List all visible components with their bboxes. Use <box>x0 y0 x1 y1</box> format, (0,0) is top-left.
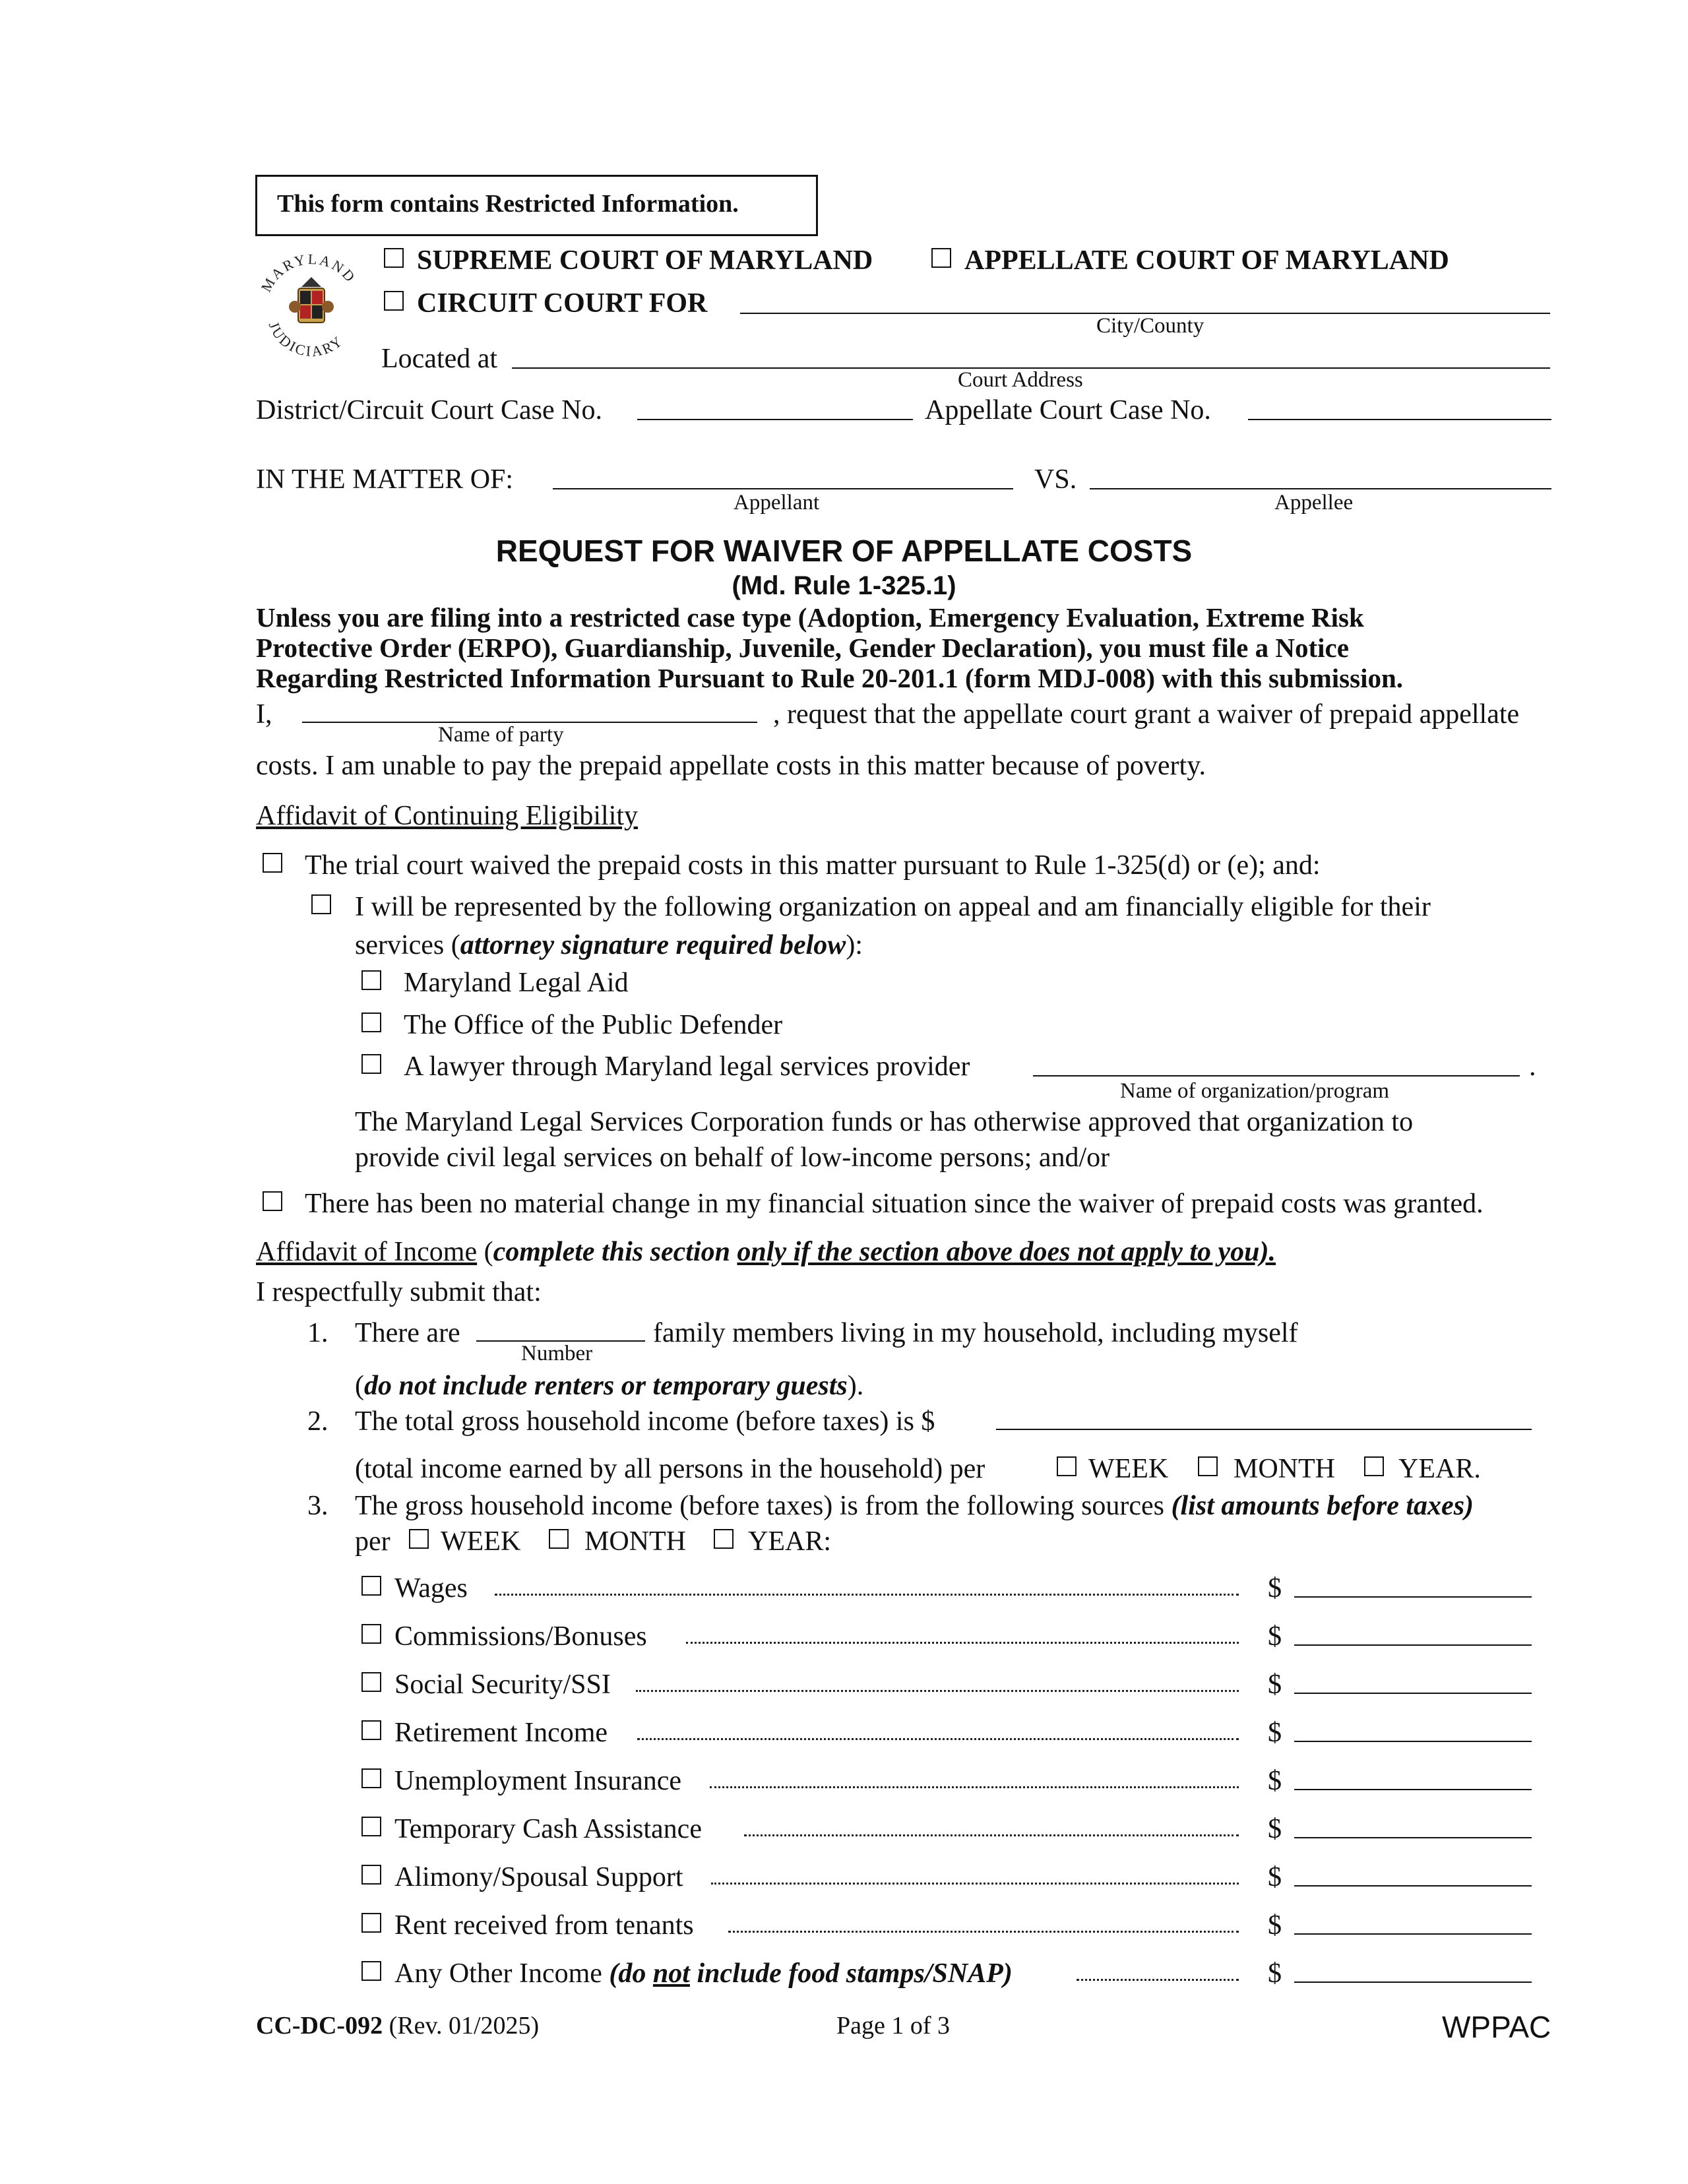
temporary-cash-label: Temporary Cash Assistance <box>394 1814 702 1844</box>
dot-leader <box>637 1738 1239 1740</box>
svg-text:JUDICIARY: JUDICIARY <box>265 319 347 360</box>
court-address-caption: Court Address <box>958 368 1083 392</box>
alimony-label: Alimony/Spousal Support <box>394 1862 683 1892</box>
city-county-caption: City/County <box>1096 314 1204 338</box>
rent-received-label: Rent received from tenants <box>394 1910 694 1941</box>
income-intro: I respectfully submit that: <box>256 1277 542 1307</box>
dot-leader <box>636 1690 1239 1692</box>
appellee-field[interactable] <box>1090 488 1551 489</box>
request-prefix: I, <box>256 699 272 730</box>
item-2-text: The total gross household income (before taxes) is $ <box>355 1406 935 1437</box>
appellate-court-checkbox[interactable] <box>931 248 951 268</box>
appellate-case-field[interactable] <box>1248 419 1551 420</box>
organization-name-field[interactable] <box>1033 1075 1520 1076</box>
item-2-week-checkbox[interactable] <box>1057 1456 1077 1476</box>
supreme-court-checkbox[interactable] <box>384 248 404 268</box>
item-2-year-label: YEAR. <box>1398 1454 1481 1484</box>
no-material-change-label: There has been no material change in my financial situation since the waiver of prepaid costs was granted. <box>305 1189 1484 1219</box>
wages-amount-field[interactable] <box>1294 1596 1532 1598</box>
party-name-caption: Name of party <box>438 723 564 747</box>
social-security-checkbox[interactable] <box>361 1672 381 1692</box>
circuit-court-label: CIRCUIT COURT FOR <box>417 288 708 319</box>
circuit-court-checkbox[interactable] <box>384 291 404 311</box>
household-number-caption: Number <box>521 1342 593 1365</box>
matter-label: IN THE MATTER OF: <box>256 464 514 495</box>
public-defender-checkbox[interactable] <box>361 1013 381 1032</box>
social-security-label: Social Security/SSI <box>394 1669 611 1700</box>
temporary-cash-amount-field[interactable] <box>1294 1837 1532 1838</box>
item-3-week-label: WEEK <box>441 1526 521 1557</box>
maryland-judiciary-seal-logo <box>254 241 369 373</box>
retirement-label: Retirement Income <box>394 1718 608 1748</box>
dot-leader <box>686 1642 1239 1644</box>
item-2-number: 2. <box>307 1406 328 1437</box>
represented-line-1: I will be represented by the following organization on appeal and am financially eligible for their <box>355 892 1431 922</box>
page-subtitle: (Md. Rule 1-325.1) <box>732 571 956 600</box>
supreme-court-label: SUPREME COURT OF MARYLAND <box>417 245 873 276</box>
appellate-court-label: APPELLATE COURT OF MARYLAND <box>964 245 1449 276</box>
warning-line-1: Unless you are filing into a restricted case type (Adoption, Emergency Evaluation, Extreme Risk <box>256 602 1364 633</box>
currency-sign: $ <box>1268 1669 1282 1700</box>
total-income-field[interactable] <box>996 1429 1532 1430</box>
item-3-month-checkbox[interactable] <box>549 1529 569 1549</box>
footer-form-code: WPPAC <box>1442 2010 1551 2044</box>
legal-services-lawyer-label: A lawyer through Maryland legal services provider <box>404 1051 970 1082</box>
item-2-month-checkbox[interactable] <box>1198 1456 1218 1476</box>
organization-name-caption: Name of organization/program <box>1120 1079 1390 1103</box>
retirement-amount-field[interactable] <box>1294 1741 1532 1742</box>
item-3-year-checkbox[interactable] <box>714 1529 734 1549</box>
footer-form-id: CC-DC-092 (Rev. 01/2025) <box>256 2012 540 2040</box>
commissions-checkbox[interactable] <box>361 1624 381 1644</box>
commissions-amount-field[interactable] <box>1294 1644 1532 1646</box>
footer-page-number: Page 1 of 3 <box>836 2012 951 2040</box>
dot-leader <box>495 1594 1239 1596</box>
appellee-caption: Appellee <box>1274 491 1354 515</box>
organization-period: . <box>1529 1051 1536 1082</box>
no-material-change-checkbox[interactable] <box>263 1191 282 1211</box>
currency-sign: $ <box>1268 1718 1282 1748</box>
district-case-field[interactable] <box>637 419 913 420</box>
item-3-text: The gross household income (before taxes) is from the following sources (list amounts before taxes) <box>355 1491 1474 1521</box>
item-3-week-checkbox[interactable] <box>409 1529 429 1549</box>
retirement-checkbox[interactable] <box>361 1720 381 1740</box>
currency-sign: $ <box>1268 1862 1282 1892</box>
currency-sign: $ <box>1268 1621 1282 1652</box>
item-3-month-label: MONTH <box>584 1526 686 1557</box>
legal-services-lawyer-checkbox[interactable] <box>361 1054 381 1074</box>
currency-sign: $ <box>1268 1814 1282 1844</box>
item-3-per: per <box>355 1526 391 1557</box>
commissions-label: Commissions/Bonuses <box>394 1621 647 1652</box>
appellant-field[interactable] <box>553 488 1013 489</box>
wages-label: Wages <box>394 1573 468 1604</box>
item-1-number: 1. <box>307 1318 328 1348</box>
trial-court-waived-checkbox[interactable] <box>263 853 282 873</box>
represented-line-2: services (attorney signature required below): <box>355 930 863 960</box>
maryland-legal-aid-checkbox[interactable] <box>361 970 381 990</box>
item-3-year-label: YEAR: <box>748 1526 831 1557</box>
vs-label: VS. <box>1034 464 1077 495</box>
rent-received-amount-field[interactable] <box>1294 1933 1532 1935</box>
item-2-line-2: (total income earned by all persons in the household) per <box>355 1454 985 1484</box>
other-income-amount-field[interactable] <box>1294 1981 1532 1983</box>
item-1-text-end: family members living in my household, including myself <box>653 1318 1298 1348</box>
maryland-legal-aid-label: Maryland Legal Aid <box>404 968 629 998</box>
public-defender-label: The Office of the Public Defender <box>404 1010 783 1040</box>
item-2-year-checkbox[interactable] <box>1364 1456 1384 1476</box>
other-income-checkbox[interactable] <box>361 1961 381 1981</box>
currency-sign: $ <box>1268 1766 1282 1796</box>
unemployment-checkbox[interactable] <box>361 1768 381 1788</box>
restricted-notice: This form contains Restricted Information. <box>277 190 739 218</box>
district-case-label: District/Circuit Court Case No. <box>256 395 602 425</box>
unemployment-amount-field[interactable] <box>1294 1789 1532 1790</box>
located-at-label: Located at <box>381 344 498 374</box>
currency-sign: $ <box>1268 1573 1282 1604</box>
mlsc-line-1: The Maryland Legal Services Corporation funds or has otherwise approved that organization to <box>355 1107 1414 1137</box>
item-1-text: There are <box>355 1318 460 1348</box>
rent-received-checkbox[interactable] <box>361 1913 381 1933</box>
dot-leader <box>728 1931 1239 1933</box>
alimony-amount-field[interactable] <box>1294 1885 1532 1887</box>
other-income-label: Any Other Income (do not include food stamps/SNAP) <box>394 1958 1013 1989</box>
currency-sign: $ <box>1268 1910 1282 1941</box>
mlsc-line-2: provide civil legal services on behalf of low-income persons; and/or <box>355 1142 1110 1173</box>
trial-court-waived-label: The trial court waived the prepaid costs in this matter pursuant to Rule 1-325(d) or (e); and: <box>305 850 1321 881</box>
warning-line-3: Regarding Restricted Information Pursuant to Rule 20-201.1 (form MDJ-008) with this submission. <box>256 663 1404 693</box>
item-2-month-label: MONTH <box>1234 1454 1335 1484</box>
request-text-line-2: costs. I am unable to pay the prepaid appellate costs in this matter because of poverty. <box>256 751 1206 781</box>
wages-checkbox[interactable] <box>361 1576 381 1596</box>
warning-line-2: Protective Order (ERPO), Guardianship, Juvenile, Gender Declaration), you must file a Notice <box>256 633 1349 663</box>
dot-leader <box>744 1834 1239 1836</box>
dot-leader <box>711 1883 1239 1885</box>
unemployment-label: Unemployment Insurance <box>394 1766 682 1796</box>
dot-leader <box>710 1786 1239 1788</box>
represented-checkbox[interactable] <box>311 894 331 914</box>
item-3-number: 3. <box>307 1491 328 1521</box>
dot-leader <box>1077 1979 1239 1981</box>
item-2-week-label: WEEK <box>1088 1454 1169 1484</box>
currency-sign: $ <box>1268 1958 1282 1989</box>
appellate-case-label: Appellate Court Case No. <box>925 395 1211 425</box>
social-security-amount-field[interactable] <box>1294 1693 1532 1694</box>
request-text: , request that the appellate court grant a waiver of prepaid appellate <box>773 699 1520 730</box>
appellant-caption: Appellant <box>734 491 820 515</box>
income-heading: Affidavit of Income (complete this section only if the section above does not apply to you). <box>256 1237 1276 1267</box>
item-1-note: (do not include renters or temporary guests). <box>355 1371 864 1401</box>
temporary-cash-checkbox[interactable] <box>361 1817 381 1836</box>
svg-text:MARYLAND: MARYLAND <box>257 251 359 295</box>
alimony-checkbox[interactable] <box>361 1865 381 1885</box>
continuing-eligibility-heading: Affidavit of Continuing Eligibility <box>256 801 639 831</box>
page-title: REQUEST FOR WAIVER OF APPELLATE COSTS <box>495 534 1193 568</box>
